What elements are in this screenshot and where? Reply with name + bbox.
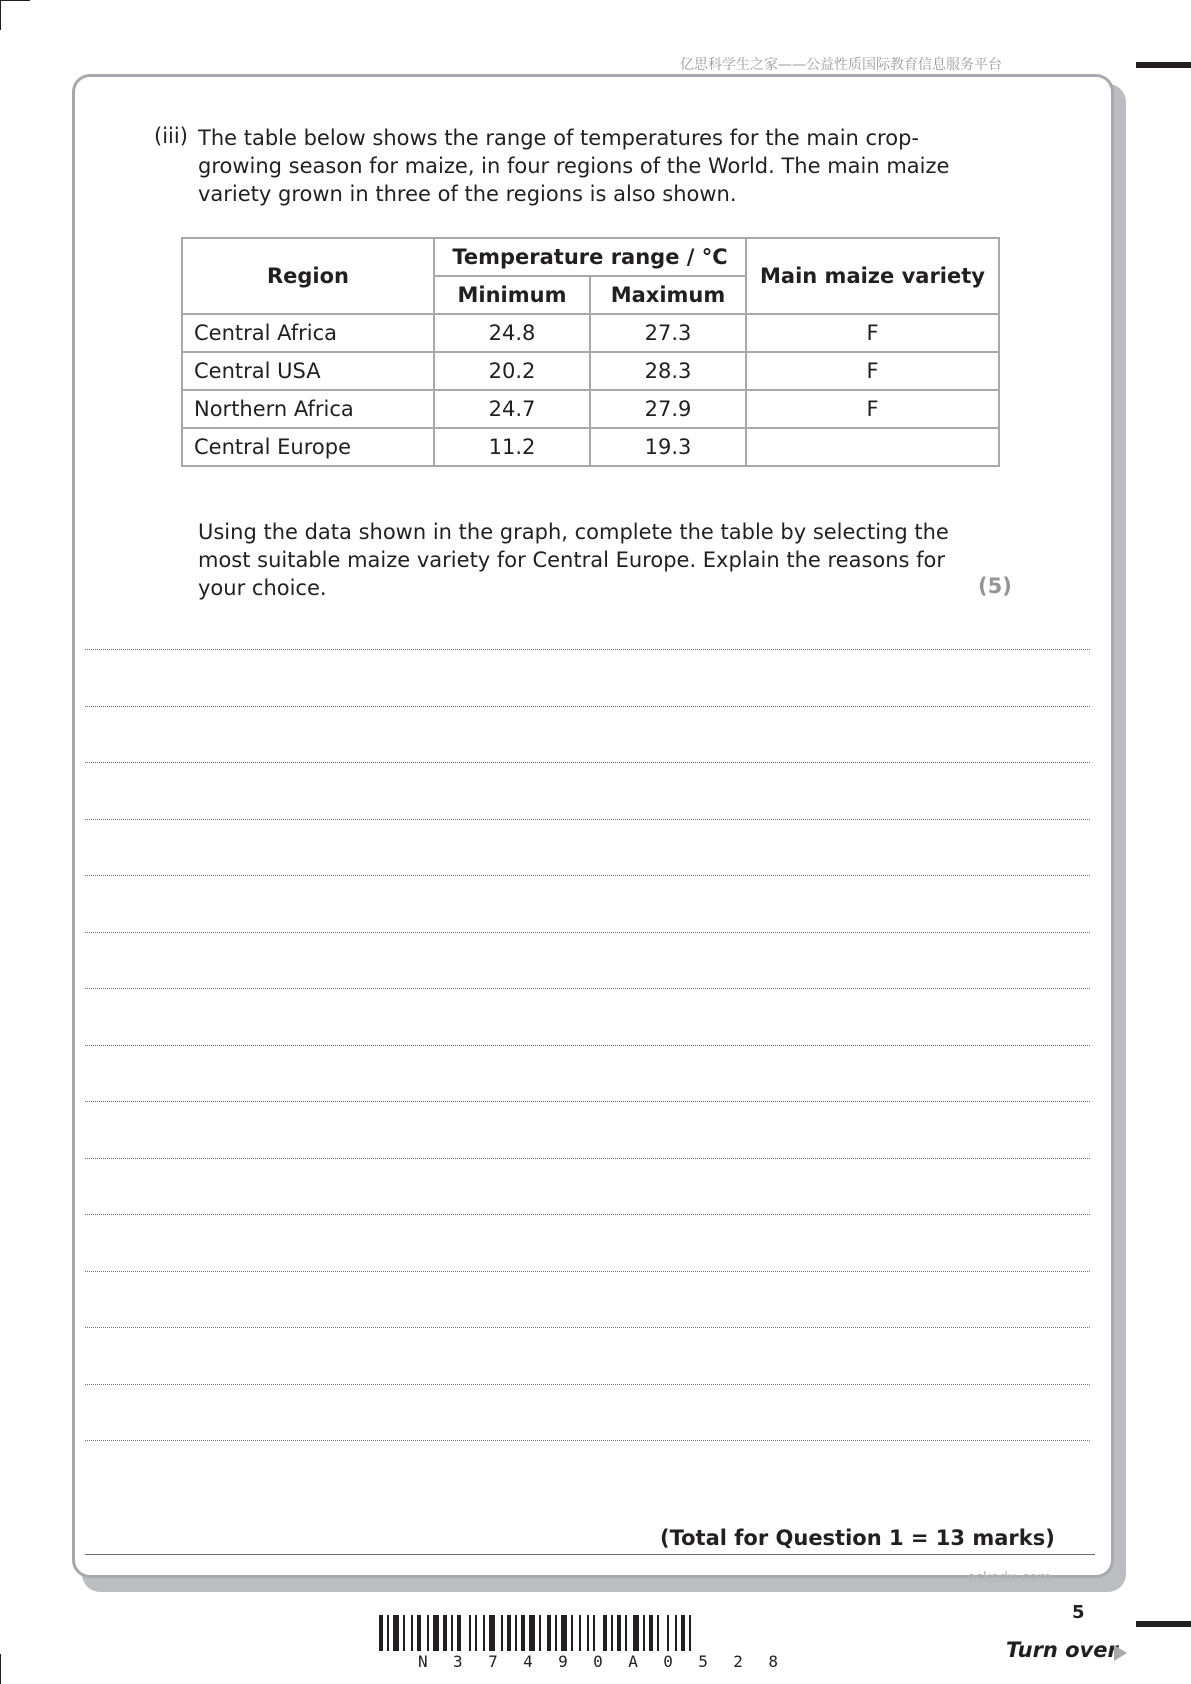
total-marks: (Total for Question 1 = 13 marks) [660,1526,1055,1550]
answer-line[interactable] [85,706,1090,707]
total-rule [85,1554,1095,1555]
table-row [182,314,999,352]
header-main-maize-variety: Main maize variety [746,238,999,314]
cell-region: Northern Africa [182,390,434,428]
answer-line[interactable] [85,819,1090,820]
crop-mark-top-left [0,0,30,1]
cell-region: Central USA [182,352,434,390]
answer-line[interactable] [85,1327,1090,1328]
answer-line[interactable] [85,1214,1090,1215]
cell-variety: F [746,352,999,390]
header-minimum: Minimum [434,276,590,314]
table-row [182,390,999,428]
answer-line[interactable] [85,932,1090,933]
answer-line[interactable] [85,649,1090,650]
table-row [182,428,999,466]
answer-line[interactable] [85,1045,1090,1046]
cell-variety: F [746,390,999,428]
registration-mark-top [1136,62,1191,68]
registration-mark-bottom [1136,1621,1191,1627]
header-temperature-range: Temperature range / °C [434,238,746,276]
header-region: Region [182,238,434,314]
turn-over-arrow-icon [1114,1645,1127,1661]
answer-line[interactable] [85,762,1090,763]
barcode-digit: 9 [558,1652,568,1671]
answer-line[interactable] [85,1440,1090,1441]
header-watermark: 亿思科学生之家——公益性质国际教育信息服务平台 [680,57,1002,73]
barcode-digit: 0 [663,1652,673,1671]
barcode-digit: 0 [593,1652,603,1671]
barcode-digit: 2 [733,1652,743,1671]
cell-variety-answer[interactable] [746,428,999,466]
answer-line[interactable] [85,875,1090,876]
cell-maximum: 27.9 [590,390,746,428]
cell-region: Central Europe [182,428,434,466]
cell-minimum: 24.8 [434,314,590,352]
barcode-digit: 3 [453,1652,463,1671]
barcode-digit: A [628,1652,638,1671]
answer-line[interactable] [85,988,1090,989]
barcode-digit: N [418,1652,428,1671]
question-intro: The table below shows the range of temperatures for the main crop-growing season for maize, in four regions of the World. The main maize variety grown in three of the regions is also shown. [198,126,950,206]
table-row [182,352,999,390]
barcode-digit: 8 [768,1652,778,1671]
marks-badge: (5) [978,574,1012,598]
cell-minimum: 24.7 [434,390,590,428]
crop-mark-bottom-left [0,1654,1,1684]
cell-maximum: 28.3 [590,352,746,390]
cell-variety: F [746,314,999,352]
crop-mark-top-left-vertical [0,0,1,30]
answer-line[interactable] [85,1101,1090,1102]
question-label: (iii) [154,124,188,148]
cell-maximum: 19.3 [590,428,746,466]
temperature-table [181,237,1000,467]
turn-over-label: Turn over [1006,1638,1118,1662]
cell-region: Central Africa [182,314,434,352]
barcode-digit: 7 [488,1652,498,1671]
cell-maximum: 27.3 [590,314,746,352]
answer-line[interactable] [85,1271,1090,1272]
page-number: 5 [1072,1602,1085,1623]
barcode-digit: 4 [523,1652,533,1671]
header-maximum: Maximum [590,276,746,314]
answer-line[interactable] [85,1158,1090,1159]
question-instruction: Using the data shown in the graph, complete the table by selecting the most suitable maize variety for Central Europe. Explain the reasons for your choice. [198,520,949,600]
barcode-digit: 5 [698,1652,708,1671]
cell-minimum: 20.2 [434,352,590,390]
barcode-digits [418,1652,778,1671]
footer-watermark: eskedu.com [967,1570,1052,1586]
cell-minimum: 11.2 [434,428,590,466]
answer-line[interactable] [85,1384,1090,1385]
answer-area[interactable] [85,649,1090,1497]
